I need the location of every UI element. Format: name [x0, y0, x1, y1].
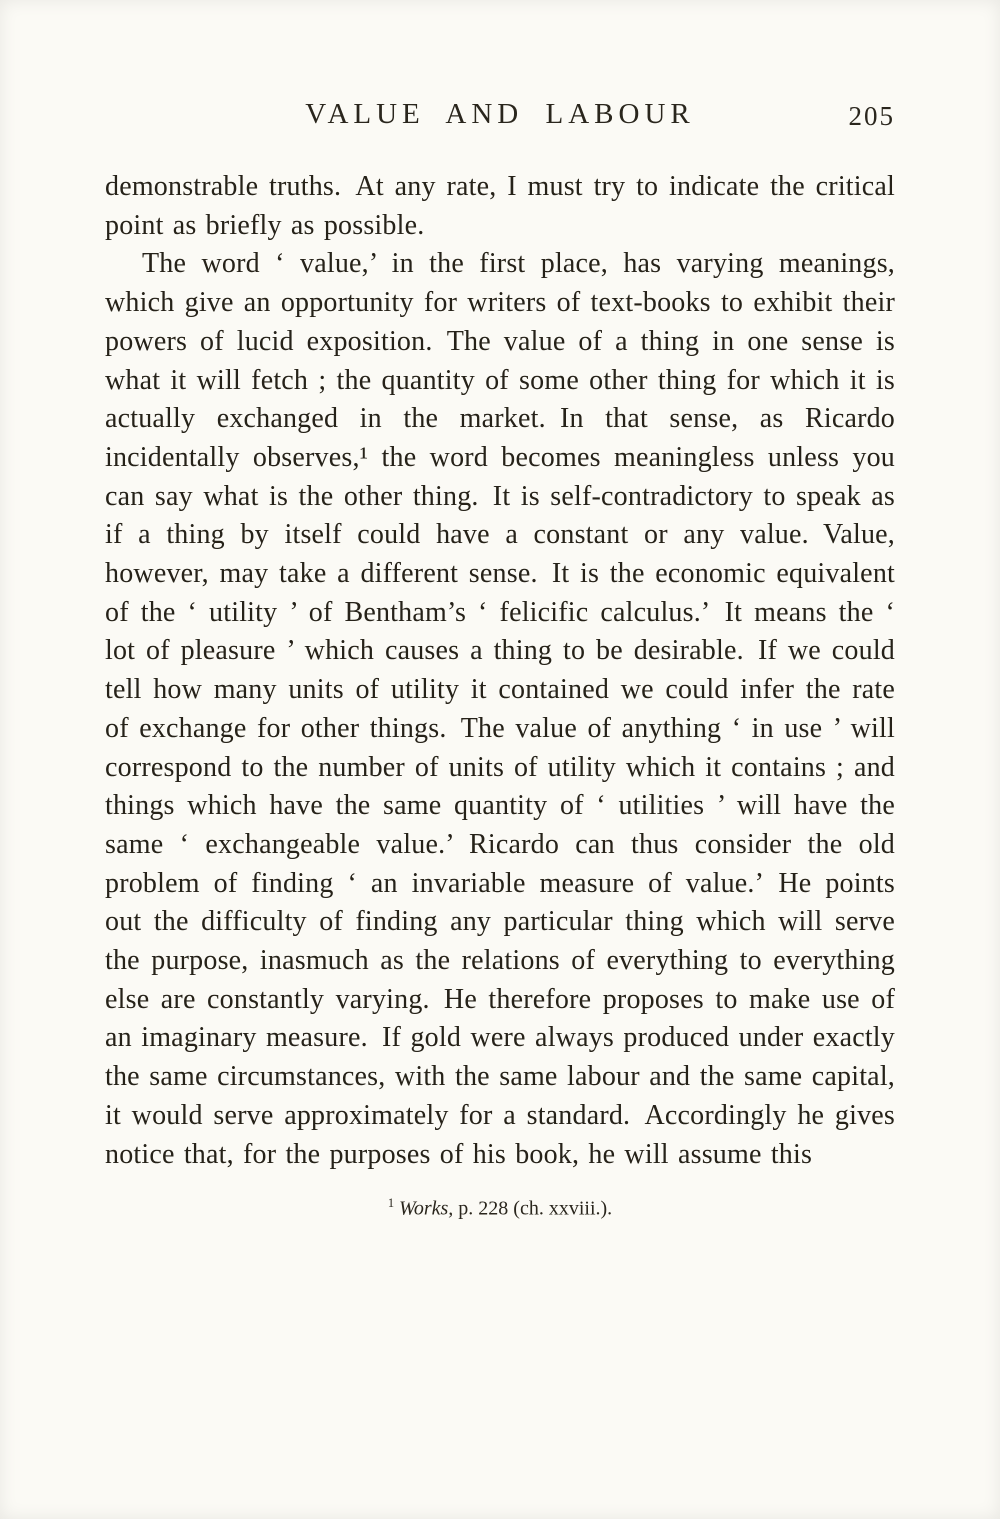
- running-title: VALUE AND LABOUR: [305, 98, 695, 130]
- page-header: [105, 98, 895, 144]
- footnote: [105, 1190, 895, 1222]
- footnote-work-title: Works,: [399, 1197, 454, 1220]
- footnote-citation: p. 228 (ch. xxviii.).: [458, 1197, 613, 1220]
- paragraph: The word ‘ value,’ in the first place, has varying meanings, which give an opportunity for writers of text-books to exhibit their powers of lucid exposition. The value of a thing in one sense is what it will fetch ; the quantity of some other thing for which it is actually exchanged in the market. In that sense, as Ricardo incidentally observes,¹ the word becomes meaningless unless you can say what is the other thing. It is self-contradictory to speak as if a thing by itself could have a constant or any value. Value, however, may take a different sense. It is the economic equivalent of the ‘ utility ’ of Bentham’s ‘ felicific calculus.’ It means the ‘ lot of pleasure ’ which causes a thing to be desirable. If we could tell how many units of utility it contained we could infer the rate of exchange for other things. The value of anything ‘ in use ’ will correspond to the number of units of utility which it contains ; and things which have the same quantity of ‘ utilities ’ will have the same ‘ exchangeable value.’ Ricardo can thus consider the old problem of finding ‘ an invariable measure of value.’ He points out the difficulty of finding any particular thing which will serve the purpose, inasmuch as the relations of everything to everything else are constantly varying. He therefore proposes to make use of an imaginary measure. If gold were always produced under exactly the same circumstances, with the same labour and the same capital, it would serve approximately for a standard. Accordingly he gives notice that, for the purposes of his book, he will assume this: [105, 248, 895, 1170]
- footnote-marker: 1: [387, 1196, 395, 1211]
- page-number: 205: [848, 101, 895, 131]
- paragraph: demonstrable truths. At any rate, I must try to indicate the critical point as briefly as possible.: [105, 171, 895, 241]
- body-text: [105, 168, 895, 1174]
